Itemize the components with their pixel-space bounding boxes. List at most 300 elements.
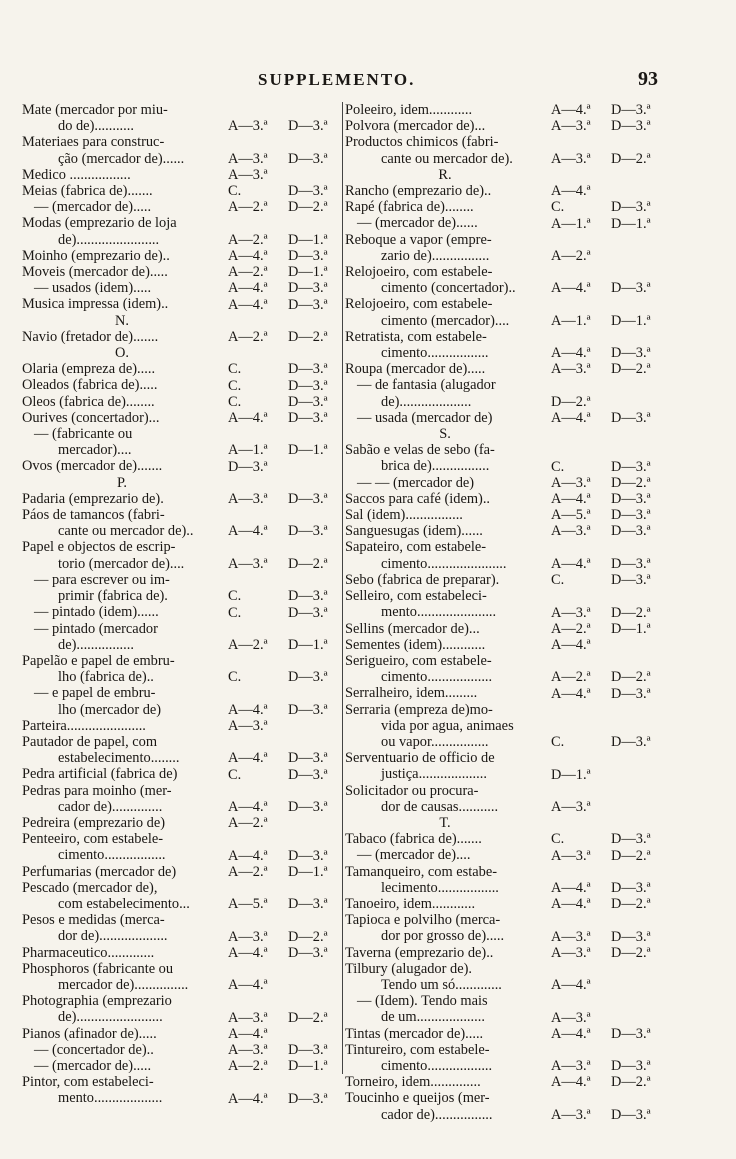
- class-a-value: A—2.ª: [228, 863, 268, 880]
- entry-label-continued: primir (fabrica de).: [58, 588, 168, 605]
- tariff-entry: [345, 377, 663, 409]
- class-a-value: C.: [228, 183, 242, 200]
- tariff-classes: [551, 572, 663, 588]
- class-d-value: D—1.ª: [288, 442, 328, 459]
- tariff-entry: [22, 880, 340, 912]
- entry-label: Serigueiro, com estabele-: [345, 652, 492, 669]
- tariff-classes: [228, 523, 340, 539]
- tariff-entry: [22, 102, 340, 134]
- entry-label: Taverna (emprezario de)..: [345, 944, 494, 961]
- tariff-classes: [228, 361, 340, 377]
- class-d-value: D—3.ª: [611, 199, 651, 216]
- tariff-entry: [345, 183, 663, 199]
- class-a-value: A—4.ª: [228, 410, 268, 427]
- entry-label: Mate (mercador por miu-: [22, 102, 168, 118]
- class-d-value: D—3.ª: [288, 701, 328, 718]
- tariff-entry: [22, 296, 340, 312]
- tariff-entry: [22, 134, 340, 166]
- tariff-classes: [551, 199, 663, 215]
- entry-label: Relojoeiro, com estabele-: [345, 264, 493, 281]
- class-a-value: A—4.ª: [551, 977, 591, 994]
- class-d-value: D—3.ª: [288, 604, 328, 621]
- entry-label-continued: mercador de)...............: [58, 976, 189, 993]
- entry-label-continued: lho (fabrica de)..: [58, 669, 154, 686]
- class-a-value: A—2.ª: [228, 231, 268, 248]
- entry-label-continued: brica de)................: [381, 458, 490, 475]
- tariff-classes: [551, 118, 663, 134]
- class-a-value: D—3.ª: [228, 458, 268, 475]
- entry-label: — (fabricante ou: [34, 426, 133, 443]
- class-d-value: D—3.ª: [288, 491, 328, 508]
- class-d-value: D—3.ª: [288, 150, 328, 167]
- tariff-classes: [551, 345, 663, 361]
- tariff-classes: [228, 718, 340, 734]
- class-d-value: D—3.ª: [288, 798, 328, 815]
- tariff-classes: [551, 831, 663, 847]
- tariff-classes: [228, 118, 340, 134]
- class-a-value: A—4.ª: [551, 410, 591, 427]
- entry-label: Sal (idem)................: [345, 507, 463, 524]
- tariff-classes: [228, 1042, 340, 1058]
- entry-label: Moinho (emprezario de)..: [22, 247, 170, 264]
- class-a-value: A—3.ª: [228, 118, 268, 135]
- tariff-entry: [22, 280, 340, 296]
- tariff-entry: [22, 507, 340, 539]
- tariff-entry: [22, 1058, 340, 1074]
- class-a-value: A—3.ª: [228, 167, 268, 184]
- tariff-entry: [345, 475, 663, 491]
- entry-label-continued: mercador)....: [58, 442, 132, 459]
- entry-label-continued: estabelecimento........: [58, 750, 180, 767]
- entry-label-continued: torio (mercador de)....: [58, 555, 185, 572]
- tariff-entry: [345, 1090, 663, 1122]
- class-d-value: D—3.ª: [288, 248, 328, 265]
- class-d-value: D—3.ª: [611, 280, 651, 297]
- class-a-value: A—2.ª: [551, 620, 591, 637]
- entry-label-continued: de)........................: [58, 1009, 163, 1026]
- tariff-entry: [345, 621, 663, 637]
- entry-label: Saccos para café (idem)..: [345, 490, 491, 507]
- entry-label: Páos de tamancos (fabri-: [22, 507, 165, 524]
- class-a-value: A—3.ª: [551, 1009, 591, 1026]
- tariff-classes: [228, 264, 340, 280]
- tariff-entry: [345, 134, 663, 166]
- tariff-classes: [551, 605, 663, 621]
- class-a-value: A—4.ª: [228, 750, 268, 767]
- entry-label: Ourives (concertador)...: [22, 409, 160, 426]
- tariff-classes: [228, 977, 340, 993]
- entry-label: — pintado (idem)......: [34, 604, 159, 621]
- tariff-entry: [345, 572, 663, 588]
- class-d-value: D—2.ª: [611, 361, 651, 378]
- tariff-entry: [345, 961, 663, 993]
- class-a-value: A—3.ª: [551, 944, 591, 961]
- section-letter: N.: [115, 312, 129, 329]
- class-a-value: C.: [228, 604, 242, 621]
- tariff-classes: [228, 183, 340, 199]
- entry-label: — (mercador de).....: [34, 199, 152, 216]
- class-d-value: D—3.ª: [611, 831, 651, 848]
- entry-label: Phosphoros (fabricante ou: [22, 960, 174, 977]
- tariff-entry: [22, 410, 340, 426]
- class-d-value: D—3.ª: [288, 944, 328, 961]
- entry-label: Oleados (fabrica de).....: [22, 377, 158, 394]
- entry-label: — usada (mercador de): [357, 409, 493, 426]
- entry-label: Navio (fretador de).......: [22, 328, 159, 345]
- class-a-value: A—3.ª: [551, 798, 591, 815]
- tariff-classes: [551, 686, 663, 702]
- class-d-value: D—3.ª: [288, 410, 328, 427]
- tariff-classes: [228, 442, 340, 458]
- entry-label: Productos chimicos (fabri-: [345, 134, 499, 151]
- class-d-value: D—3.ª: [288, 669, 328, 686]
- entry-label-continued: dor por grosso de).....: [381, 928, 505, 945]
- tariff-classes: [551, 637, 663, 653]
- entry-label-continued: cador de)..............: [58, 798, 163, 815]
- entry-label-continued: zario de)................: [381, 247, 490, 264]
- class-a-value: C.: [551, 199, 565, 216]
- class-d-value: D—3.ª: [611, 458, 651, 475]
- tariff-entry: [22, 945, 340, 961]
- class-a-value: A—4.ª: [228, 280, 268, 297]
- tariff-entry: [345, 864, 663, 896]
- tariff-classes: [551, 1026, 663, 1042]
- entry-label-continued: cante ou mercador de)..: [58, 523, 194, 540]
- class-d-value: D—3.ª: [611, 118, 651, 135]
- class-a-value: C.: [551, 831, 565, 848]
- tariff-entry: [345, 329, 663, 361]
- tariff-entry: [345, 232, 663, 264]
- entry-label-continued: de um...................: [381, 1009, 485, 1026]
- class-d-value: D—3.ª: [611, 1058, 651, 1075]
- class-a-value: A—1.ª: [551, 215, 591, 232]
- class-a-value: A—3.ª: [228, 1041, 268, 1058]
- tariff-entry: [22, 491, 340, 507]
- tariff-entry: [345, 199, 663, 215]
- class-a-value: A—3.ª: [551, 361, 591, 378]
- entry-label-continued: de).......................: [58, 231, 160, 248]
- tariff-entry: [345, 702, 663, 751]
- class-a-value: A—4.ª: [551, 879, 591, 896]
- entry-label: Serventuario de officio de: [345, 750, 495, 767]
- entry-label-continued: com estabelecimento...: [58, 895, 190, 912]
- class-d-value: D—1.ª: [288, 231, 328, 248]
- class-a-value: A—3.ª: [551, 847, 591, 864]
- tariff-entry: [22, 734, 340, 766]
- tariff-classes: [228, 702, 340, 718]
- tariff-classes: [551, 507, 663, 523]
- tariff-classes: [551, 248, 663, 264]
- tariff-classes: [228, 750, 340, 766]
- class-a-value: C.: [228, 361, 242, 378]
- running-title: SUPPLEMENTO.: [258, 70, 416, 89]
- entry-label: Reboque a vapor (empre-: [345, 231, 492, 248]
- entry-label-continued: mento...................: [58, 1090, 163, 1107]
- tariff-classes: [551, 929, 663, 945]
- class-d-value: D—1.ª: [288, 636, 328, 653]
- class-a-value: A—4.ª: [228, 1090, 268, 1107]
- entry-label: Olaria (empreza de).....: [22, 361, 156, 378]
- class-d-value: D—1.ª: [611, 620, 651, 637]
- tariff-classes: [228, 637, 340, 653]
- class-d-value: D—2.ª: [611, 669, 651, 686]
- tariff-entry: [345, 264, 663, 296]
- tariff-entry: [345, 361, 663, 377]
- class-d-value: D—1.ª: [611, 312, 651, 329]
- entry-label-continued: ou vapor................: [381, 733, 489, 750]
- entry-label: Tamanqueiro, com estabe-: [345, 863, 498, 880]
- class-a-value: C.: [228, 766, 242, 783]
- entry-label-continued: lho (mercador de): [58, 701, 162, 718]
- entry-label: Ovos (mercador de).......: [22, 458, 163, 475]
- class-a-value: A—4.ª: [228, 248, 268, 265]
- entry-label: Pautador de papel, com: [22, 733, 158, 750]
- tariff-classes: [228, 1091, 340, 1107]
- class-d-value: D—3.ª: [611, 928, 651, 945]
- tariff-entry: [345, 588, 663, 620]
- entry-label: Pescado (mercador de),: [22, 879, 158, 896]
- entry-label-continued: cimento......................: [381, 555, 507, 572]
- class-a-value: A—4.ª: [551, 555, 591, 572]
- class-d-value: D—2.ª: [288, 928, 328, 945]
- class-d-value: D—3.ª: [288, 183, 328, 200]
- tariff-classes: [228, 1010, 340, 1026]
- tariff-entry: [22, 183, 340, 199]
- entry-label: Sebo (fabrica de preparar).: [345, 571, 500, 588]
- entry-label: Pedras para moinho (mer-: [22, 782, 172, 799]
- column-divider: [342, 102, 343, 1074]
- tariff-entry: [22, 783, 340, 815]
- class-a-value: C.: [228, 669, 242, 686]
- entry-label: Pesos e medidas (merca-: [22, 912, 165, 929]
- tariff-classes: [228, 167, 340, 183]
- class-d-value: D—2.ª: [288, 555, 328, 572]
- class-a-value: A—2.ª: [551, 248, 591, 265]
- tariff-entry: [22, 1042, 340, 1058]
- tariff-classes: [228, 151, 340, 167]
- class-a-value: C.: [228, 393, 242, 410]
- tariff-classes: [551, 880, 663, 896]
- tariff-entry: [22, 264, 340, 280]
- class-d-value: D—2.ª: [611, 604, 651, 621]
- class-a-value: A—2.ª: [228, 264, 268, 281]
- class-d-value: D—3.ª: [288, 1090, 328, 1107]
- entry-label: Medico .................: [22, 166, 131, 183]
- class-a-value: A—4.ª: [551, 491, 591, 508]
- tariff-entry: [22, 766, 340, 782]
- class-a-value: D—1.ª: [551, 766, 591, 783]
- tariff-classes: [228, 491, 340, 507]
- entry-label-continued: Tendo um só.............: [381, 976, 502, 993]
- tariff-entry: [22, 458, 340, 474]
- tariff-classes: [551, 216, 663, 232]
- tariff-classes: [551, 459, 663, 475]
- entry-label-continued: vida por agua, animaes: [381, 717, 514, 734]
- tariff-classes: [551, 102, 663, 118]
- entry-label: — (mercador de).....: [34, 1057, 152, 1074]
- class-a-value: A—3.ª: [551, 118, 591, 135]
- entry-label: Roupa (mercador de).....: [345, 361, 486, 378]
- class-a-value: A—4.ª: [551, 345, 591, 362]
- entry-label: Oleos (fabrica de)........: [22, 393, 155, 410]
- entry-label: Pharmaceutico.............: [22, 944, 155, 961]
- tariff-classes: [551, 313, 663, 329]
- class-d-value: D—3.ª: [288, 750, 328, 767]
- tariff-entry: [22, 718, 340, 734]
- class-a-value: A—2.ª: [228, 1058, 268, 1075]
- entry-label-continued: cimento (mercador)....: [381, 312, 510, 329]
- tariff-classes: [228, 280, 340, 296]
- entry-label: Photographia (emprezario: [22, 993, 172, 1010]
- class-d-value: D—3.ª: [611, 879, 651, 896]
- tariff-classes: [551, 848, 663, 864]
- class-a-value: A—4.ª: [228, 1025, 268, 1042]
- tariff-entry: [345, 750, 663, 782]
- tariff-entry: [22, 1074, 340, 1106]
- class-d-value: D—3.ª: [611, 410, 651, 427]
- tariff-classes: [551, 1107, 663, 1123]
- section-letter: R.: [438, 166, 452, 183]
- class-a-value: A—4.ª: [551, 280, 591, 297]
- entry-label: Pedreira (emprezario de): [22, 814, 166, 831]
- entry-label-continued: dor de)...................: [58, 928, 168, 945]
- entry-label: Meias (fabrica de).......: [22, 183, 153, 200]
- class-a-value: A—3.ª: [551, 928, 591, 945]
- entry-label: Rapé (fabrica de)........: [345, 199, 474, 216]
- tariff-classes: [228, 929, 340, 945]
- class-d-value: D—3.ª: [288, 361, 328, 378]
- tariff-entry: [345, 945, 663, 961]
- tariff-entry: [345, 491, 663, 507]
- tariff-classes: [551, 669, 663, 685]
- tariff-classes: [551, 1074, 663, 1090]
- class-a-value: A—4.ª: [228, 977, 268, 994]
- class-a-value: A—2.ª: [228, 199, 268, 216]
- entry-label-continued: cimento.................: [58, 847, 166, 864]
- tariff-classes: [228, 815, 340, 831]
- entry-label: Perfumarias (mercador de): [22, 863, 177, 880]
- tariff-entry: [345, 896, 663, 912]
- class-a-value: A—5.ª: [551, 507, 591, 524]
- entry-label-continued: cador de)................: [381, 1106, 493, 1123]
- class-a-value: A—1.ª: [551, 312, 591, 329]
- entry-label: Materiaes para construc-: [22, 134, 165, 151]
- tariff-entry: [22, 167, 340, 183]
- class-a-value: A—3.ª: [228, 491, 268, 508]
- class-d-value: D—2.ª: [611, 150, 651, 167]
- entry-label-continued: de)................: [58, 636, 134, 653]
- tariff-classes: [551, 361, 663, 377]
- tariff-classes: [228, 556, 340, 572]
- tariff-entry: [345, 847, 663, 863]
- entry-label: — pintado (mercador: [34, 620, 158, 637]
- entry-label: — — (mercador de): [357, 474, 475, 491]
- class-a-value: A—3.ª: [551, 474, 591, 491]
- tariff-classes: [551, 621, 663, 637]
- entry-label-continued: dor de causas...........: [381, 798, 499, 815]
- tariff-classes: [551, 734, 663, 750]
- entry-label-continued: do de)...........: [58, 118, 134, 135]
- page-number: 93: [638, 68, 658, 90]
- tariff-entry: [345, 912, 663, 944]
- class-d-value: D—2.ª: [611, 896, 651, 913]
- entry-label: Sanguesugas (idem)......: [345, 523, 483, 540]
- class-d-value: D—3.ª: [288, 377, 328, 394]
- class-a-value: A—2.ª: [228, 636, 268, 653]
- tariff-classes: [228, 588, 340, 604]
- entry-label-continued: cimento..................: [381, 669, 493, 686]
- entry-label: Serralheiro, idem.........: [345, 685, 478, 702]
- tariff-classes: [228, 1058, 340, 1074]
- tariff-entry: [345, 783, 663, 815]
- tariff-classes: [551, 945, 663, 961]
- class-d-value: D—2.ª: [611, 474, 651, 491]
- tariff-classes: [228, 199, 340, 215]
- tariff-entry: [345, 410, 663, 426]
- entry-label: — de fantasia (alugador: [357, 377, 496, 394]
- class-a-value: A—3.ª: [228, 150, 268, 167]
- tariff-classes: [228, 232, 340, 248]
- entry-label: Relojoeiro, com estabele-: [345, 296, 493, 313]
- entry-label: Torneiro, idem..............: [345, 1074, 481, 1091]
- tariff-classes: [551, 977, 663, 993]
- class-a-value: A—4.ª: [228, 847, 268, 864]
- class-a-value: A—4.ª: [228, 944, 268, 961]
- entry-label: Rancho (emprezario de)..: [345, 183, 492, 200]
- tariff-classes: [228, 605, 340, 621]
- tariff-classes: [228, 896, 340, 912]
- entry-label: — (mercador de)....: [357, 847, 471, 864]
- tariff-entry: [345, 993, 663, 1025]
- tariff-entry: [22, 653, 340, 685]
- entry-label: Sellins (mercador de)...: [345, 620, 480, 637]
- class-a-value: A—4.ª: [228, 296, 268, 313]
- class-d-value: D—3.ª: [611, 572, 651, 589]
- tariff-classes: [228, 669, 340, 685]
- class-a-value: A—3.ª: [551, 523, 591, 540]
- class-d-value: D—3.ª: [611, 102, 651, 119]
- class-d-value: D—3.ª: [288, 588, 328, 605]
- tariff-entry: [22, 377, 340, 393]
- class-d-value: D—2.ª: [288, 329, 328, 346]
- class-a-value: A—3.ª: [228, 1009, 268, 1026]
- tariff-classes: [228, 410, 340, 426]
- tariff-entry: [345, 215, 663, 231]
- tariff-classes: [551, 523, 663, 539]
- class-d-value: D—3.ª: [611, 1025, 651, 1042]
- entry-label: Sementes (idem)............: [345, 636, 486, 653]
- right-column: [345, 102, 663, 1123]
- tariff-entry: [22, 199, 340, 215]
- class-a-value: C.: [228, 377, 242, 394]
- class-d-value: D—3.ª: [288, 393, 328, 410]
- tariff-entry: [22, 864, 340, 880]
- class-d-value: D—3.ª: [288, 118, 328, 135]
- class-d-value: D—3.ª: [611, 1106, 651, 1123]
- entry-label: Pianos (afinador de).....: [22, 1025, 157, 1042]
- tariff-classes: [228, 459, 340, 475]
- class-d-value: D—3.ª: [288, 896, 328, 913]
- entry-label: Parteira......................: [22, 717, 146, 734]
- class-d-value: D—3.ª: [288, 523, 328, 540]
- class-a-value: A—3.ª: [551, 1058, 591, 1075]
- entry-label-continued: cimento..................: [381, 1057, 493, 1074]
- entry-label: Retratista, com estabele-: [345, 328, 487, 345]
- entry-label: Moveis (mercador de).....: [22, 264, 168, 281]
- tariff-entry: [345, 118, 663, 134]
- entry-label: — e papel de embru-: [34, 685, 156, 702]
- entry-label: Tabaco (fabrica de).......: [345, 831, 482, 848]
